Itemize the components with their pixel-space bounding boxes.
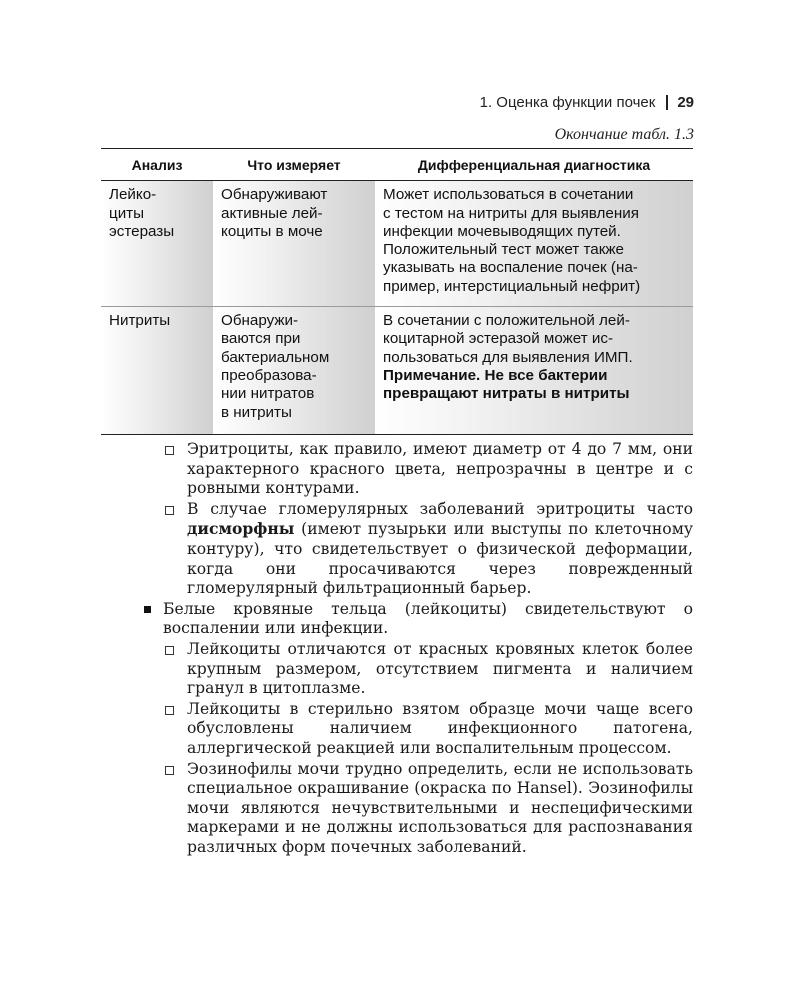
table-caption: Окончание табл. 1.3 [554,126,694,143]
cell-diagnosis: Может использоваться в сочетании с тестом на нитриты для выявления инфекции мочевыводящих путей. Положительный тест может также указывать на воспаление почек (на- пример, интерстициальный нефрит) [375,181,693,307]
list-item [140,500,693,599]
cell-diagnosis [375,307,693,435]
diagnosis-note: Примечание. Не все бактерии превращают нитраты в нитриты [383,366,630,403]
running-head [480,94,694,111]
hollow-square-bullet-icon [165,766,174,775]
header-measures: Что измеряет [213,149,375,181]
cell-measures: Обнаружи- ваются при бактериальном преобразова- нии нитратов в нитриты [213,307,375,435]
list-item-text-continued: (имеют пузырьки или выступы по клеточному контуру), что свидетельствует о физической деформации, когда они просачиваются через поврежденный гломерулярный фильтрационный барьер. [187,520,693,598]
diagnosis-text: В сочетании с положительной лей- коцитарной эстеразой может ис- пользоваться для выявления ИМП. [383,312,633,366]
list-item [140,760,693,858]
list-item-text: Лейкоциты отличаются от красных кровяных клеток более крупным размером, отсутствием пигмента и наличием гранул в цитоплазме. [187,639,693,698]
hollow-square-bullet-icon [165,646,174,655]
cell-measures: Обнаруживают активные лей- коциты в моче [213,181,375,307]
list-item-text: Эритроциты, как правило, имеют диаметр от 4 до 7 мм, они характерного красного цвета, непрозрачны в центре и с ровными контурами. [187,440,693,498]
dysmorphic-term: дисморфны [187,519,295,539]
hollow-square-bullet-icon [165,446,174,455]
list-item-text: Эозинофилы мочи трудно определить, если не использовать специальное окрашивание (окраска по Hansel). Эозинофилы мочи являются нечувствительными и неспецифическими маркерами и не должны использоваться для распознавания различных форм почечных заболеваний. [187,759,693,856]
section-title: 1. Оценка функции почек [479,94,656,111]
body-text [140,440,693,858]
header-diagnosis: Дифференциальная диагностика [375,149,693,181]
list-item [140,600,693,639]
header-analysis: Анализ [101,149,213,181]
hollow-square-bullet-icon [165,706,174,715]
table-row [101,307,693,435]
header-divider [666,95,668,110]
hollow-square-bullet-icon [165,506,174,515]
list-item [140,640,693,699]
list-item [140,440,693,499]
table-row [101,181,693,307]
list-item-text: В случае гломерулярных заболеваний эритроциты часто [187,499,693,518]
cell-analysis: Лейко- циты эстеразы [101,181,213,307]
page-number: 29 [677,94,694,111]
list-item [140,700,693,759]
cell-analysis: Нитриты [101,307,213,435]
diagnostics-table [101,148,693,435]
list-item-text: Белые кровяные тельца (лейкоциты) свидетельствуют о воспалении или инфекции. [163,599,693,638]
list-item-text: Лейкоциты в стерильно взятом образце мочи чаще всего обусловлены наличием инфекционного патогена, аллергической реакцией или воспалительным процессом. [187,699,693,757]
filled-square-bullet-icon [144,606,151,613]
table-header-row [101,149,693,181]
